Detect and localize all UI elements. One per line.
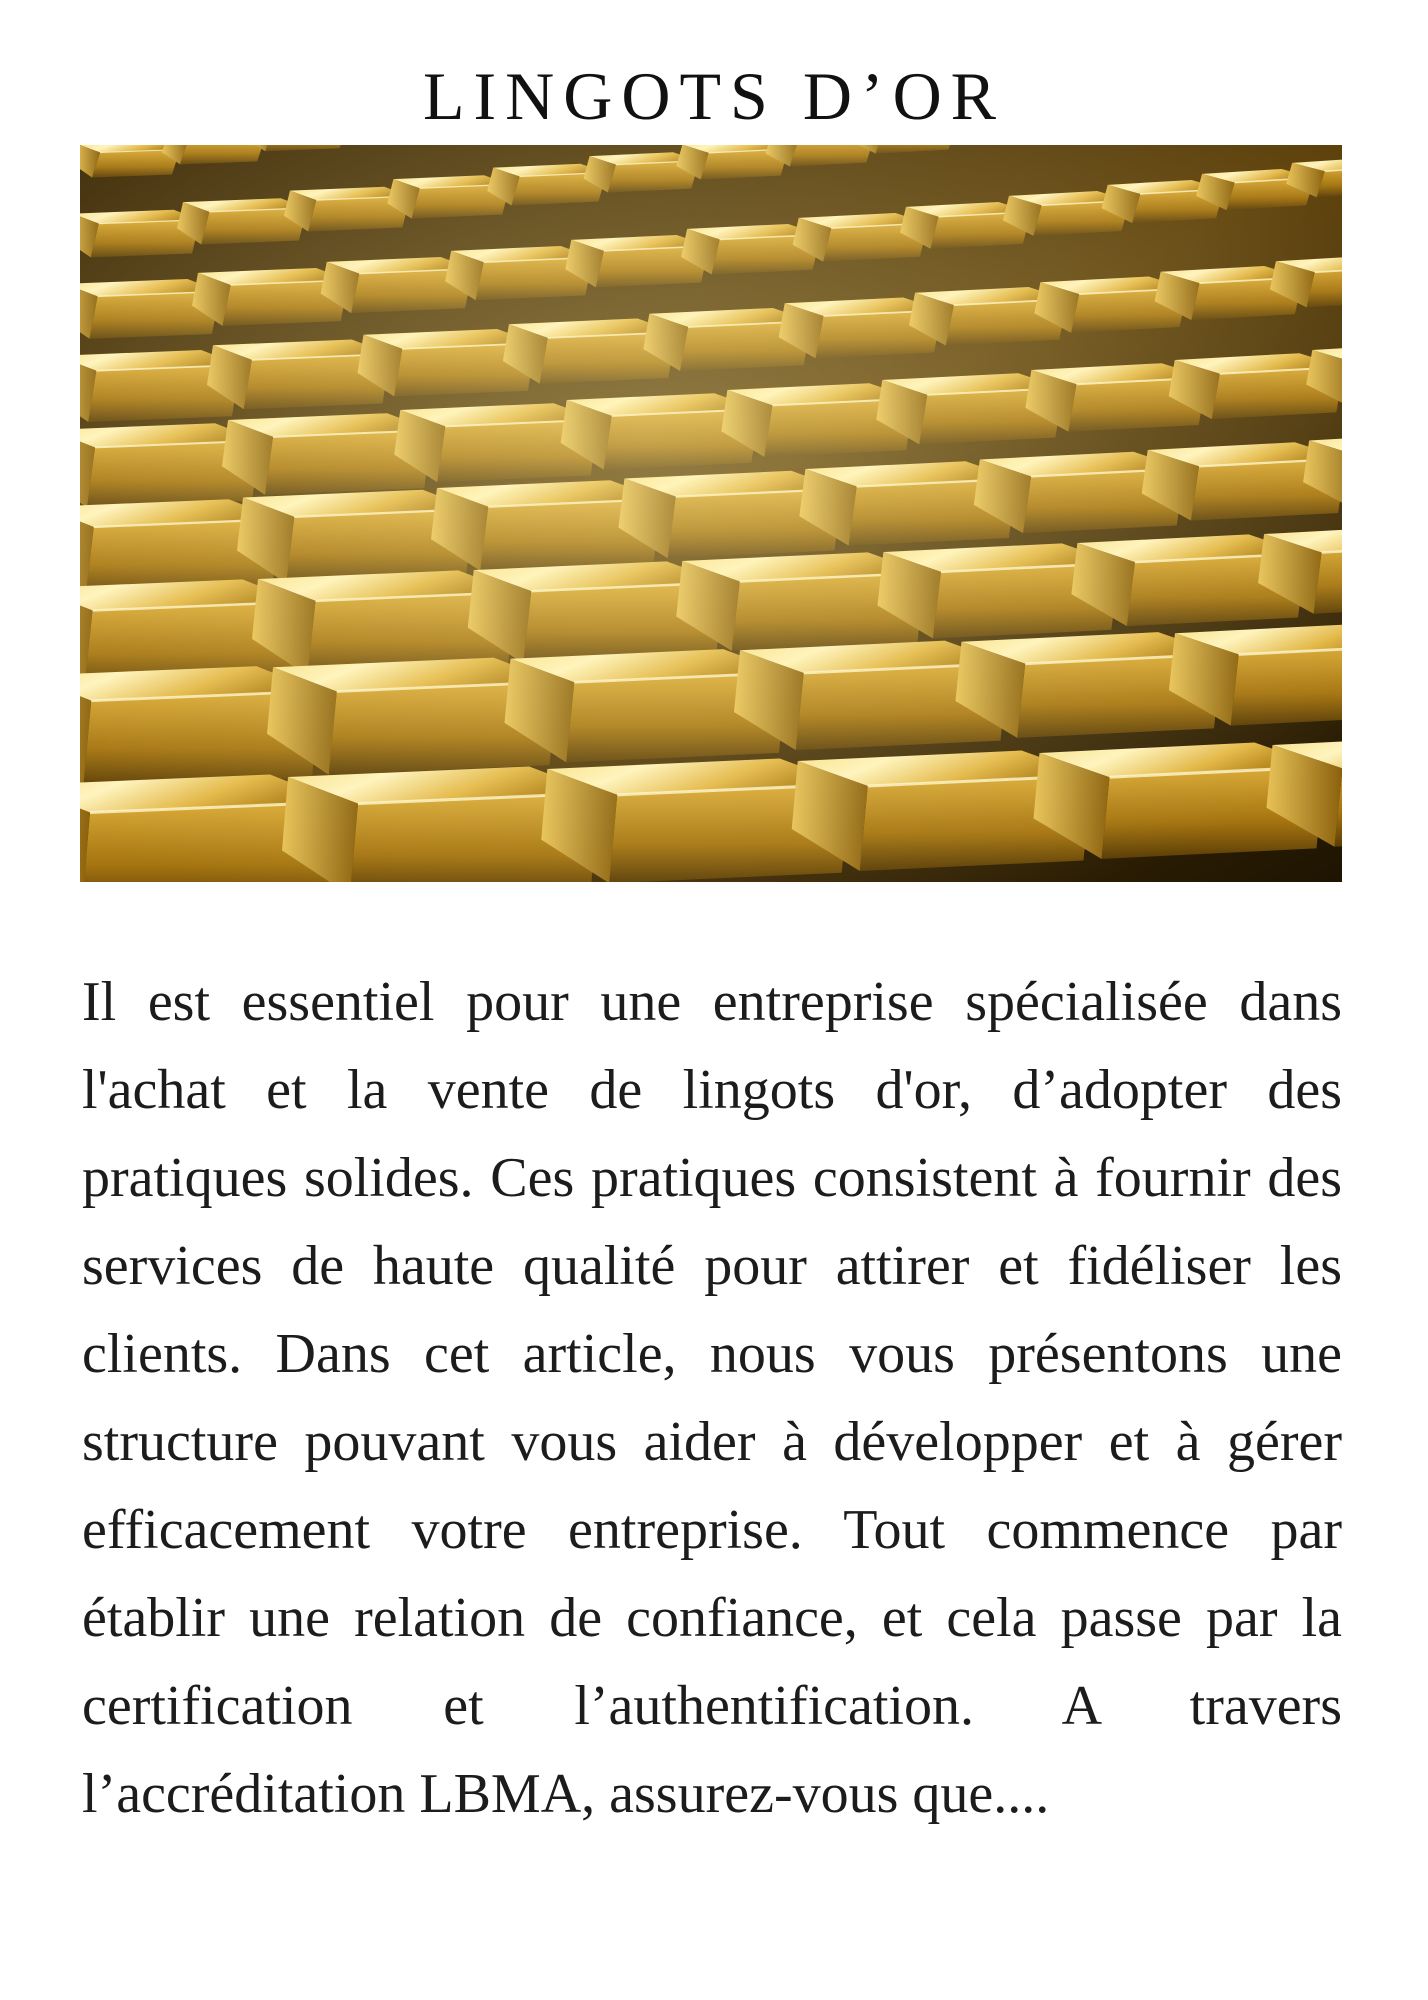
photo-glow: [80, 145, 1342, 882]
page-title: LINGOTS D’OR: [422, 58, 1006, 134]
article-body: Il est essentiel pour une entreprise spécialisée dans l'achat et la vente de lingots d'or, d’adopter des pratiques solides. Ces pratiques consistent à fournir des services de haute qualité pour attirer et fidéliser les clients. Dans cet article, nous vous présentons une structure pouvant vous aider à développer et à gérer efficacement votre entreprise. Tout commence par établir une relation de confiance, et cela passe par la certification et l’authentification. A travers l’accréditation LBMA, assurez-vous que....: [82, 971, 1342, 1825]
gold-bars-photo: [80, 145, 1342, 882]
